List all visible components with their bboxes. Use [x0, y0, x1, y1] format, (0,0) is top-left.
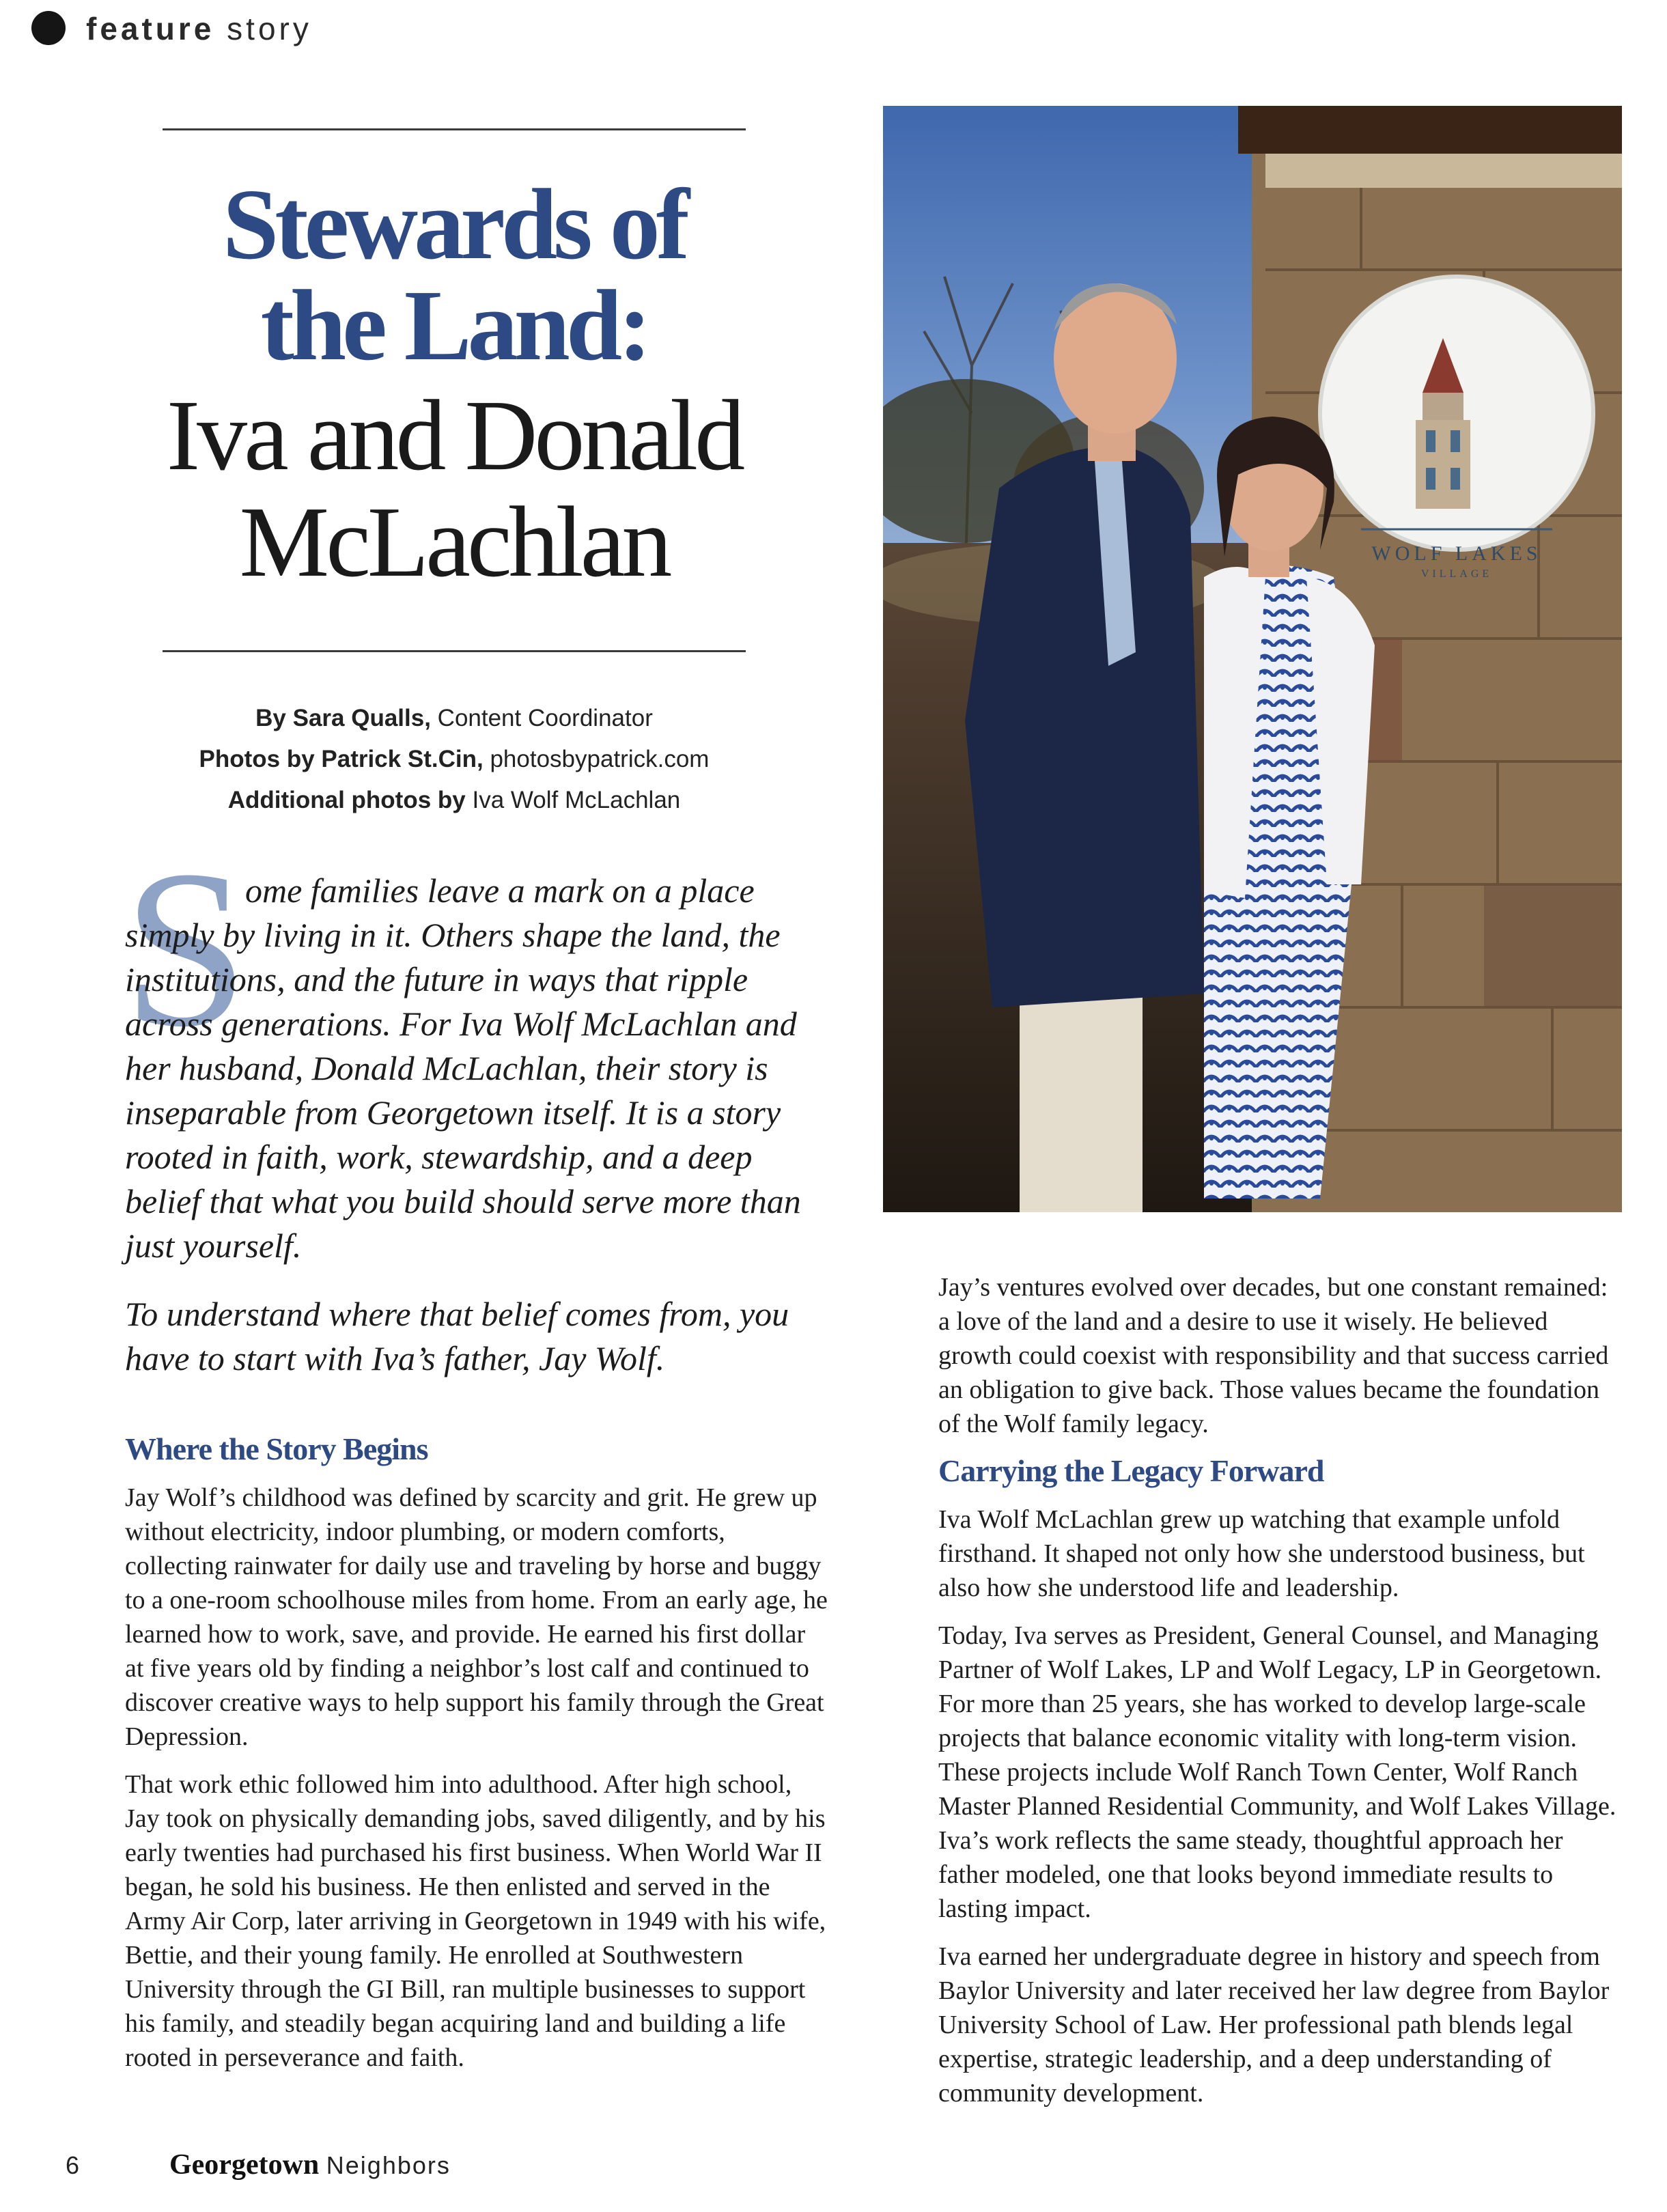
paragraph: Jay Wolf’s childhood was defined by scarcity and grit. He grew up without electricity, indoor plumbing, or modern comforts, collecting rainwater for daily use and traveling by horse and buggy to a one-room schoolhouse miles from home. From an early age, he learned how to work, save, and provide. He earned his first dollar at five years old by finding a neighbor’s lost calf and continued to discover creative ways to help support his family through the Great Depression. — [125, 1483, 828, 1751]
section-heading-legacy-forward: Carrying the Legacy Forward — [938, 1453, 1324, 1488]
body-left-column — [125, 1481, 828, 2088]
paragraph: Iva earned her undergraduate degree in history and speech from Baylor University and later received her law degree from Baylor University School of Law. Her professional path blends legal expertise, strategic leadership, and a deep understanding of community development. — [938, 1942, 1610, 2108]
intro-text — [125, 869, 815, 1381]
paragraph: That work ethic followed him into adulthood. After high school, Jay took on physically demanding jobs, saved diligently, and by his early twenties had purchased his first business. When World War II began, he sold his business. He then enlisted and served in the Army Air Corp, later arriving in Georgetown in 1949 with his wife, Bettie, and their young family. He enrolled at Southwestern University through the GI Bill, ran multiple businesses to support his family, and steadily began acquiring land and building a life rooted in perseverance and faith. — [125, 1770, 826, 2072]
section-tag-light: story — [227, 11, 312, 46]
title-rule-top — [163, 128, 746, 130]
byline-photos: Photos by Patrick St.Cin, photosbypatrick.com — [199, 746, 710, 772]
title-rule-bottom — [163, 650, 746, 652]
feature-photo — [883, 106, 1622, 1212]
article-subtitle — [109, 382, 799, 596]
paragraph: Jay’s ventures evolved over decades, but one constant remained: a love of the land and a desire to use it wisely. He believed growth could coexist with responsibility and that success carried an obligation to give back. Those values became the foundation of the Wolf family legacy. — [938, 1273, 1609, 1438]
intro-paragraph-2: To understand where that belief comes from, you have to start with Iva’s father, Jay Wolf. — [125, 1295, 789, 1377]
title-line-3: Iva and Donald — [166, 380, 742, 492]
paragraph: Today, Iva serves as President, General Counsel, and Managing Partner of Wolf Lakes, LP and Wolf Legacy, LP in Georgetown. For more than 25 years, she has worked to develop large-scale projects that balance economic vitality with long-term vision. These projects include Wolf Ranch Town Center, Wolf Ranch Master Planned Residential Community, and Wolf Lakes Village. Iva’s work reflects the same steady, thoughtful approach her father modeled, one that looks beyond immediate results to lasting impact. — [938, 1621, 1616, 1923]
sign-subtext: VILLAGE — [1420, 568, 1493, 580]
byline-author: By Sara Qualls, Content Coordinator — [255, 705, 653, 731]
title-line-2: the Land: — [260, 270, 648, 382]
drop-cap: S — [123, 824, 249, 1074]
byline-additional: Additional photos by Iva Wolf McLachlan — [227, 787, 681, 813]
paragraph: Iva Wolf McLachlan grew up watching that example unfold firsthand. It shaped not only how she understood business, but also how she understood life and leadership. — [938, 1505, 1585, 1602]
byline — [116, 698, 792, 821]
masthead-title: Georgetown — [169, 2149, 320, 2181]
page-number: 6 — [66, 2151, 80, 2179]
title-line-1: Stewards of — [222, 169, 686, 281]
body-right-column — [938, 1502, 1621, 2124]
sign-text: WOLF LAKES — [1371, 542, 1542, 565]
masthead-subtitle: Neighbors — [326, 2151, 451, 2179]
body-right-column-top — [938, 1270, 1621, 1455]
footer-masthead — [169, 2148, 451, 2181]
section-tag-bold: feature — [86, 11, 215, 46]
article-title — [123, 169, 785, 382]
section-tag — [86, 7, 312, 51]
section-heading-story-begins: Where the Story Begins — [125, 1431, 428, 1466]
intro-paragraph-1: ome families leave a mark on a place simply by living in it. Others shape the land, the institutions, and the future in ways that ripple across generations. For Iva Wolf McLachlan and her husband, Donald McLachlan, their story is inseparable from Georgetown itself. It is a story rooted in faith, work, stewardship, and a deep belief that what you build should serve more than just yourself. — [125, 871, 801, 1265]
title-line-4: McLachlan — [239, 486, 669, 598]
section-bullet-icon — [31, 11, 66, 45]
